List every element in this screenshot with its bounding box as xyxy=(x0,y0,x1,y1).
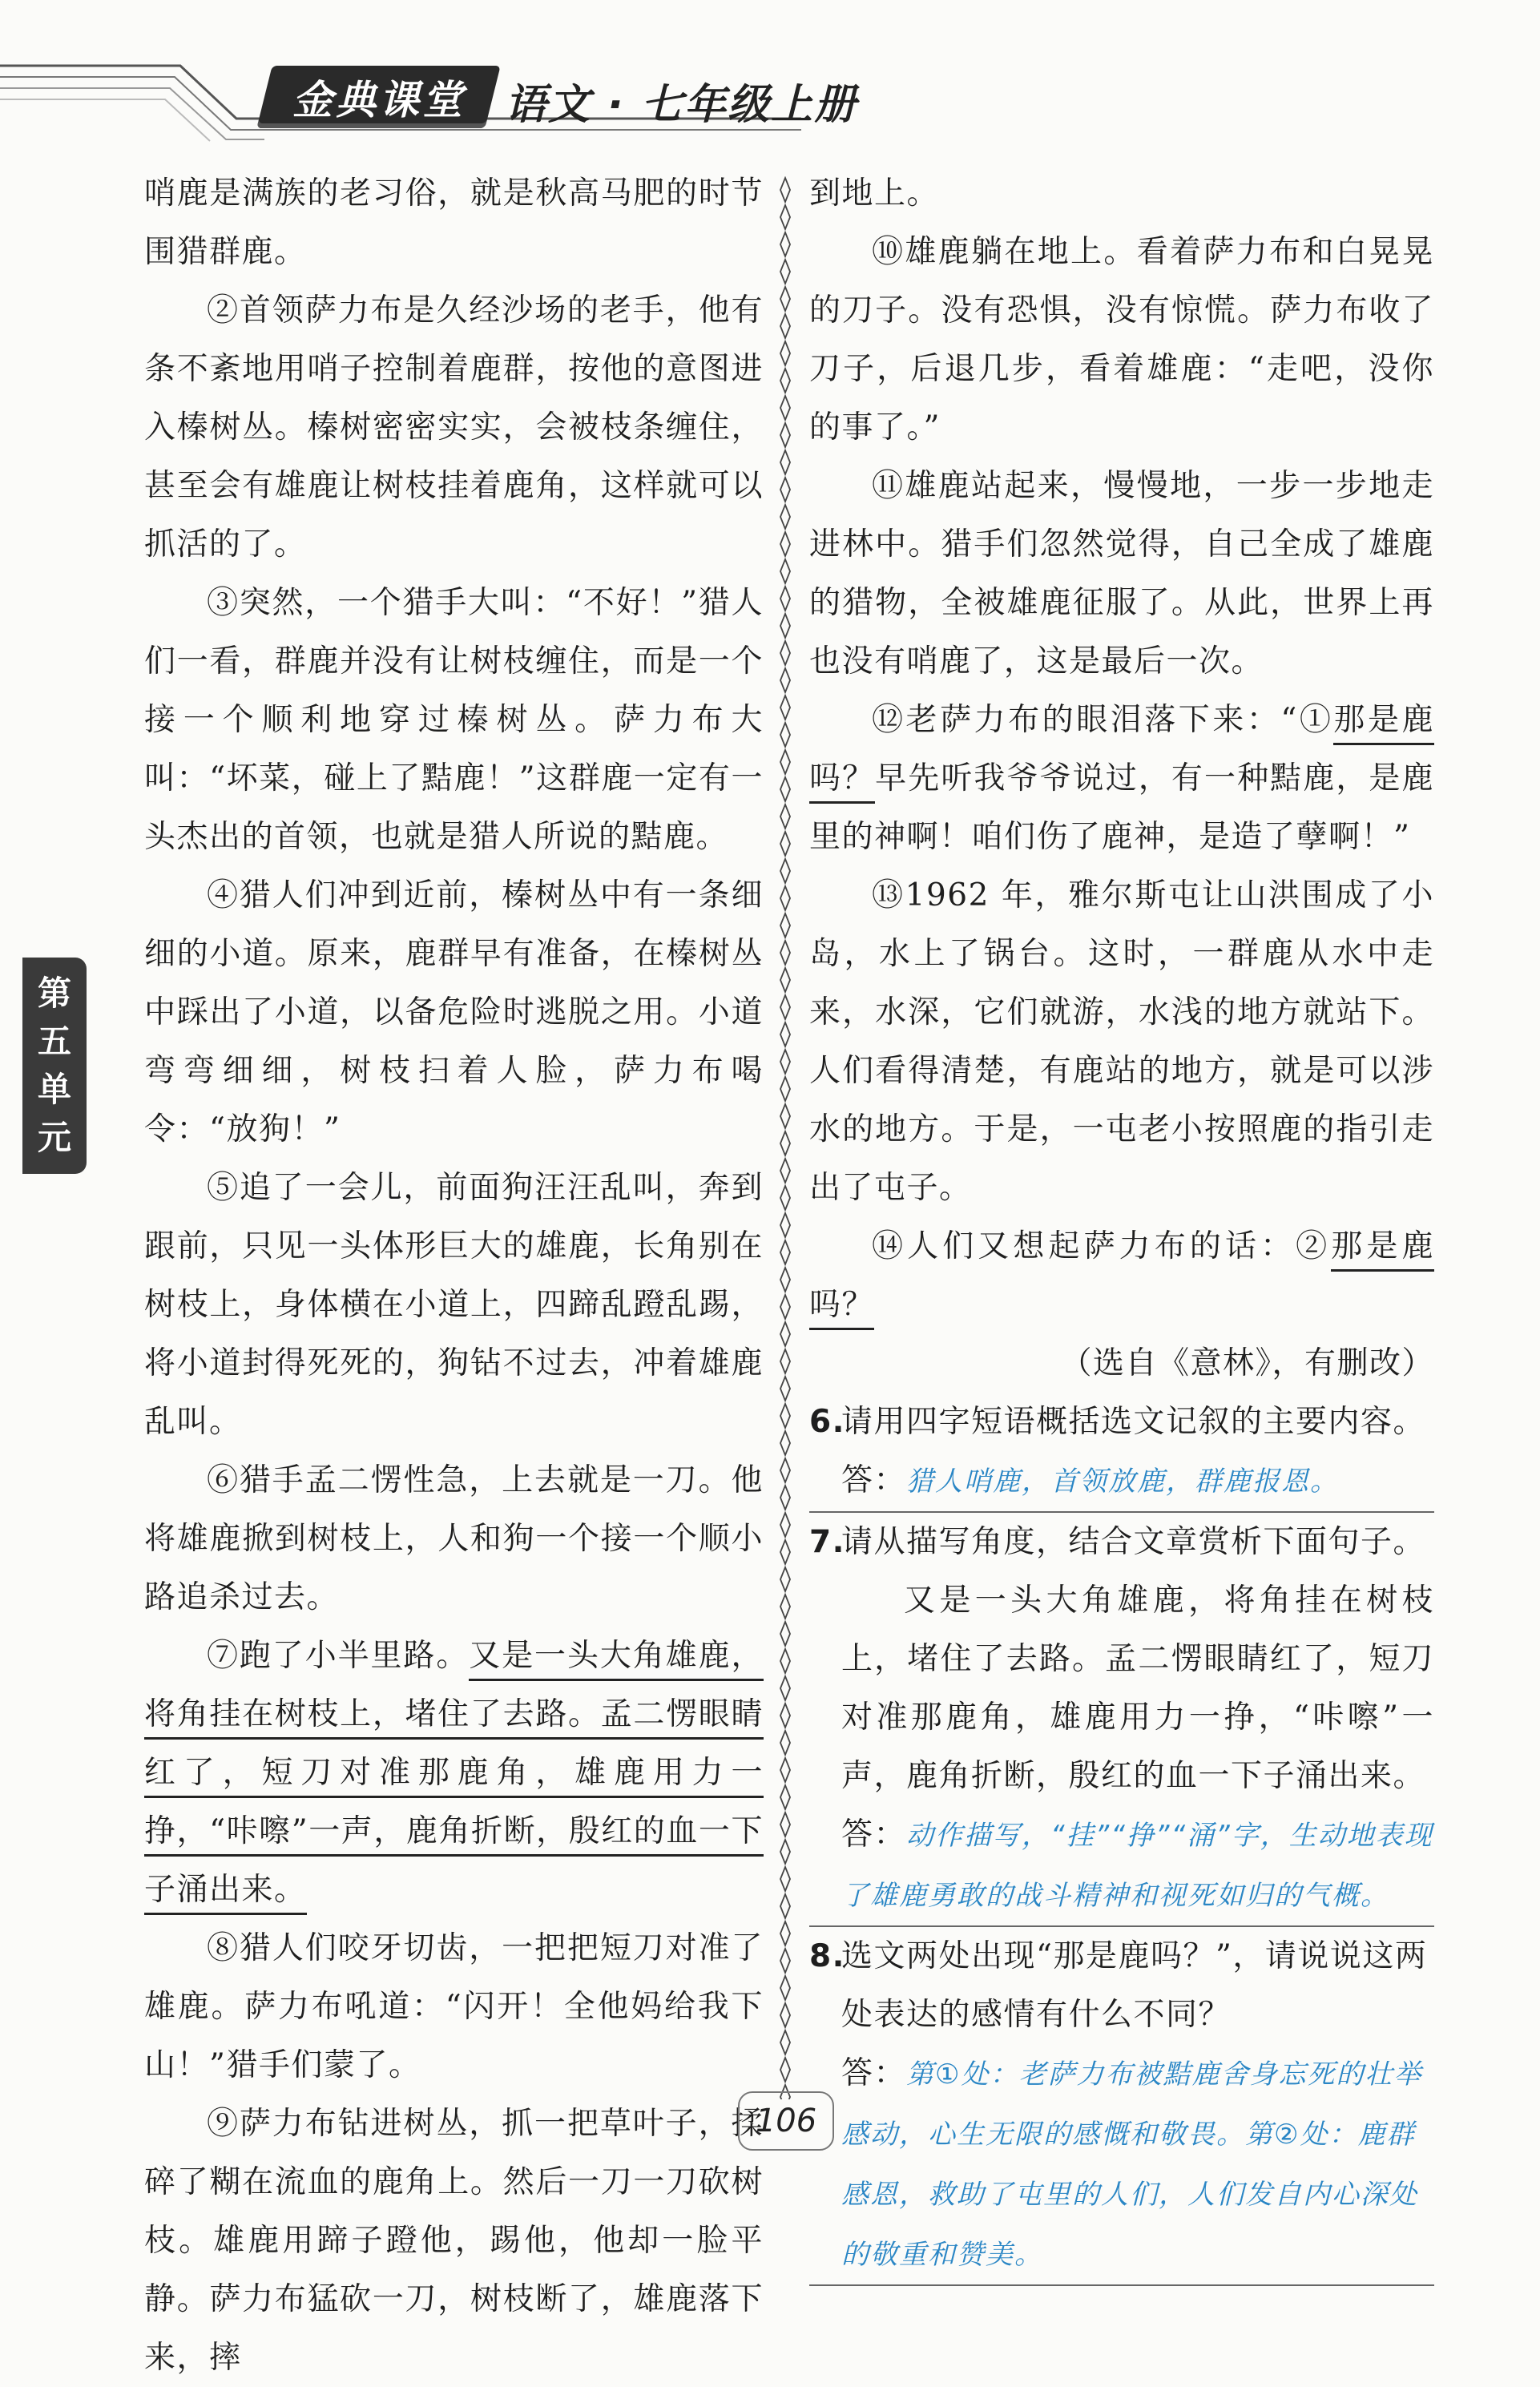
paragraph-1-continued: 哨鹿是满族的老习俗，就是秋高马肥的时节围猎群鹿。 xyxy=(144,175,764,270)
paragraph-11: ⑪雄鹿站起来，慢慢地，一步一步地走进林中。猎手们忽然觉得，自己全成了雄鹿的猎物，全被雄鹿征服了。从此，世界上再也没有哨鹿了，这是最后一次。 xyxy=(809,468,1434,679)
answer-6 xyxy=(809,1451,1434,1513)
right-column xyxy=(809,164,1434,2286)
handwritten-answer: 猎人哨鹿，首领放鹿，群鹿报恩。 xyxy=(906,1466,1340,1498)
paragraph-13: ⑬1962 年，雅尔斯屯让山洪围成了小岛，水上了锅台。这时，一群鹿从水中走来，水深，它们就游，水浅的地方就站下。人们看得清楚，有鹿站的地方，就是可以涉水的地方。于是，一屯老小按照鹿的指引走出了屯子。 xyxy=(809,877,1434,1206)
page-header xyxy=(0,0,1540,152)
paragraph-12-lead: ⑫老萨力布的眼泪落下来：“① xyxy=(872,702,1334,738)
unit-side-tab xyxy=(22,958,87,1174)
brand-badge xyxy=(256,66,500,128)
paragraph-12-rest: 早先听我爷爷说过，有一种黠鹿，是鹿里的神啊！咱们伤了鹿神，是造了孽啊！” xyxy=(809,760,1434,855)
paragraph-8: ⑧猎人们咬牙切齿，一把把短刀对准了雄鹿。萨力布吼道：“闪开！全他妈给我下山！”猎手们蒙了。 xyxy=(144,1930,764,2083)
paragraph-7 xyxy=(144,1627,764,1919)
unit-tab-char: 单 xyxy=(37,1070,71,1109)
paragraph-3: ③突然，一个猎手大叫：“不好！”猎人们一看，群鹿并没有让树枝缠住，而是一个接一个顺利地穿过榛树丛。萨力布大叫：“坏菜，碰上了黠鹿！”这群鹿一定有一头杰出的首领，也就是猎人所说的黠鹿。 xyxy=(144,585,764,855)
paragraph-12 xyxy=(809,691,1434,866)
paragraph-5: ⑤追了一会儿，前面狗汪汪乱叫，奔到跟前，只见一头体形巨大的雄鹿，长角别在树枝上，身体横在小道上，四蹄乱蹬乱踢，将小道封得死死的，狗钻不过去，冲着雄鹿乱叫。 xyxy=(144,1170,764,1440)
paragraph-4: ④猎人们冲到近前，榛树丛中有一条细细的小道。原来，鹿群早有准备，在榛树丛中踩出了小道，以备危险时逃脱之用。小道弯弯细细，树枝扫着人脸，萨力布喝令：“放狗！” xyxy=(144,877,764,1147)
question-text: 请从描写角度，结合文章赏析下面句子。 xyxy=(841,1524,1426,1560)
question-8 xyxy=(809,1927,1434,2044)
paragraph-6: ⑥猎手孟二愣性急，上去就是一刀。他将雄鹿掀到树枝上，人和狗一个接一个顺小路追杀过去。 xyxy=(144,1462,764,1615)
subject-title: 语文 · 七年级上册 xyxy=(505,81,857,129)
question-number: 8. xyxy=(809,1938,845,1974)
answer-label: 答： xyxy=(841,1816,907,1853)
paragraph-2: ②首领萨力布是久经沙场的老手，他有条不紊地用哨子控制着鹿群，按他的意图进入榛树丛。榛树密密实实，会被枝条缠住，甚至会有雄鹿让树枝挂着鹿角，这样就可以抓活的了。 xyxy=(144,292,764,562)
question-7 xyxy=(809,1513,1434,1571)
paragraph-7-lead: ⑦跑了小半里路。 xyxy=(207,1638,470,1674)
question-text: 选文两处出现“那是鹿吗？”，请说说这两处表达的感情有什么不同？ xyxy=(841,1938,1428,2033)
question-number: 6. xyxy=(809,1404,845,1440)
underlined-sentence: 又是一头大角雄鹿，将角挂在树枝上，堵住了去路。孟二愣眼睛红了，短刀对准那鹿角，雄鹿用力一挣，“咔嚓”一声，鹿角折断，殷红的血一下子涌出来。 xyxy=(144,1638,764,1915)
quoted-sentence: 又是一头大角雄鹿，将角挂在树枝上，堵住了去路。孟二愣眼睛红了，短刀对准那鹿角，雄鹿用力一挣，“咔嚓”一声，鹿角折断，殷红的血一下子涌出来。 xyxy=(841,1583,1434,1794)
underlined-question-1: 那是鹿吗？ xyxy=(809,702,1434,804)
left-column xyxy=(144,164,764,2387)
question-6 xyxy=(809,1393,1434,1451)
handwritten-answer: 动作描写，“挂”“挣”“涌”字，生动地表现了雄鹿勇敢的战斗精神和视死如归的气概。 xyxy=(841,1820,1433,1912)
question-text: 请用四字短语概括选文记叙的主要内容。 xyxy=(841,1404,1426,1440)
source-citation: （选自《意林》，有删改） xyxy=(1060,1345,1434,1381)
answer-7 xyxy=(809,1805,1434,1927)
page-number: 106 xyxy=(738,2091,834,2151)
brand-title: 金典课堂 xyxy=(292,77,466,123)
unit-tab-char: 第 xyxy=(37,974,71,1013)
column-divider xyxy=(779,176,792,2099)
paragraph-9-continued: 到地上。 xyxy=(809,175,940,212)
unit-tab-char: 五 xyxy=(37,1022,71,1061)
answer-label: 答： xyxy=(841,2055,907,2091)
question-number: 7. xyxy=(809,1524,845,1560)
handwritten-answer: 第①处：老萨力布被黠鹿舍身忘死的壮举感动，心生无限的感慨和敬畏。第②处：鹿群感恩，救助了屯里的人们，人们发自内心深处的敬重和赞美。 xyxy=(841,2058,1423,2271)
answer-8 xyxy=(809,2044,1434,2286)
paragraph-14 xyxy=(809,1217,1434,1334)
underlined-question-2: 那是鹿吗？ xyxy=(809,1228,1434,1330)
answer-label: 答： xyxy=(841,1462,907,1498)
unit-tab-char: 元 xyxy=(37,1118,71,1157)
paragraph-14-lead: ⑭人们又想起萨力布的话：② xyxy=(872,1228,1332,1264)
paragraph-9: ⑨萨力布钻进树丛，抓一把草叶子，揉碎了糊在流血的鹿角上。然后一刀一刀砍树枝。雄鹿用蹄子蹬他，踢他，他却一脸平静。萨力布猛砍一刀，树枝断了，雄鹿落下来，摔 xyxy=(144,2106,764,2376)
paragraph-10: ⑩雄鹿躺在地上。看着萨力布和白晃晃的刀子。没有恐惧，没有惊慌。萨力布收了刀子，后退几步，看着雄鹿：“走吧，没你的事了。” xyxy=(809,234,1434,446)
